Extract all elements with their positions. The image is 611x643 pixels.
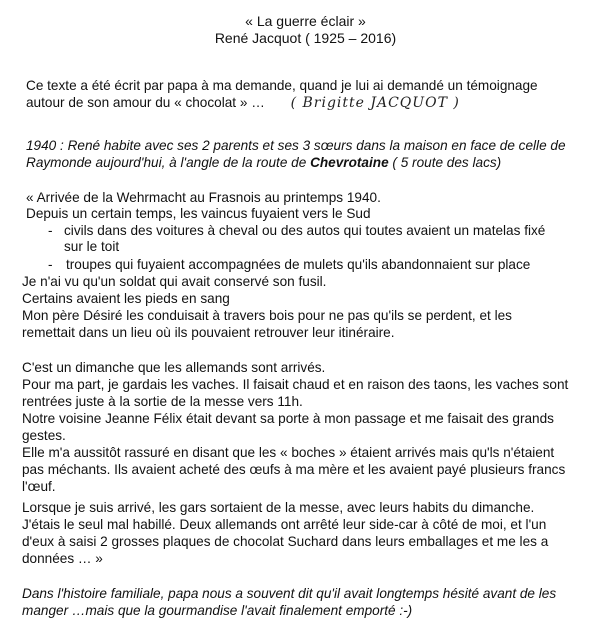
bullet-line: sur le toit <box>64 239 120 254</box>
context-line: 1940 : René habite avec ses 2 parents et ses 3 sœurs dans la maison en face de celle de <box>26 138 566 153</box>
intro-line: Ce texte a été écrit par papa à ma demande, quand je lui ai demandé un témoignage <box>26 78 538 93</box>
story-line: d'eux à saisi 2 grosses plaques de chocolat Suchard dans leurs emballages et me les a <box>22 534 549 549</box>
story-line: Depuis un certain temps, les vaincus fuyaient vers le Sud <box>26 206 371 221</box>
document-title: « La guerre éclair » <box>245 13 366 29</box>
story-line: remettait dans un lieu où ils pouvaient retrouver leur itinéraire. <box>22 325 395 340</box>
intro-line <box>26 95 460 112</box>
context-text: Raymonde aujourd'hui, à l'angle de la route de <box>26 155 311 170</box>
closing-line: manger …mais que la gourmandise l'avait finalement emporté :-) <box>22 603 413 618</box>
story-line: Elle m'a aussitôt rassuré en disant que les « boches » étaient arrivés mais qu'ls n'étaient <box>22 445 555 460</box>
story-line: J'étais le seul mal habillé. Deux allemands ont arrêté leur side-car à côté de moi, et l'un <box>22 517 547 532</box>
closing-line: Dans l'histoire familiale, papa nous a souvent dit qu'il avait longtemps hésité avant de les <box>22 586 557 601</box>
story-line: gestes. <box>22 428 66 443</box>
story-line: Notre voisine Jeanne Félix était devant sa porte à mon passage et me faisait des grands <box>22 411 554 426</box>
context-place-name: Chevrotaine <box>310 155 389 170</box>
intro-text: autour de son amour du « chocolat » … <box>26 95 265 110</box>
bullet-line: troupes qui fuyaient accompagnées de mulets qu'ils abandonnaient sur place <box>66 257 531 272</box>
story-line: « Arrivée de la Wehrmacht au Frasnois au printemps 1940. <box>26 190 381 205</box>
bullet-line: civils dans des voitures à cheval ou des autos qui toutes avaient un matelas fixé <box>64 223 546 238</box>
story-line: pas méchants. Ils avaient acheté des œufs à ma mère et les avaient payé plusieurs francs <box>22 462 566 477</box>
story-line: rentrées juste à la sortie de la messe vers 11h. <box>22 394 303 409</box>
context-text: ( 5 route des lacs) <box>388 155 502 170</box>
bullet-dash: - <box>48 257 53 272</box>
story-line: Je n'ai vu qu'un soldat qui avait conservé son fusil. <box>22 274 327 289</box>
story-line: Certains avaient les pieds en sang <box>22 291 230 306</box>
story-line: Mon père Désiré les conduisait à travers bois pour ne pas qu'ils se perdent, et les <box>22 308 512 323</box>
document-author: René Jacquot ( 1925 – 2016) <box>214 30 397 46</box>
story-line: C'est un dimanche que les allemands sont arrivés. <box>22 360 326 375</box>
bullet-dash: - <box>48 223 53 238</box>
handwritten-signature: ( Brigitte JACQUOT ) <box>290 95 460 111</box>
story-line: l'œuf. <box>22 479 56 494</box>
story-line: données … » <box>22 551 103 566</box>
story-line: Lorsque je suis arrivé, les gars sortaient de la messe, avec leurs habits du dimanche. <box>22 500 535 515</box>
context-line <box>26 155 501 171</box>
story-line: Pour ma part, je gardais les vaches. Il faisait chaud et en raison des taons, les vaches sont <box>22 377 569 392</box>
